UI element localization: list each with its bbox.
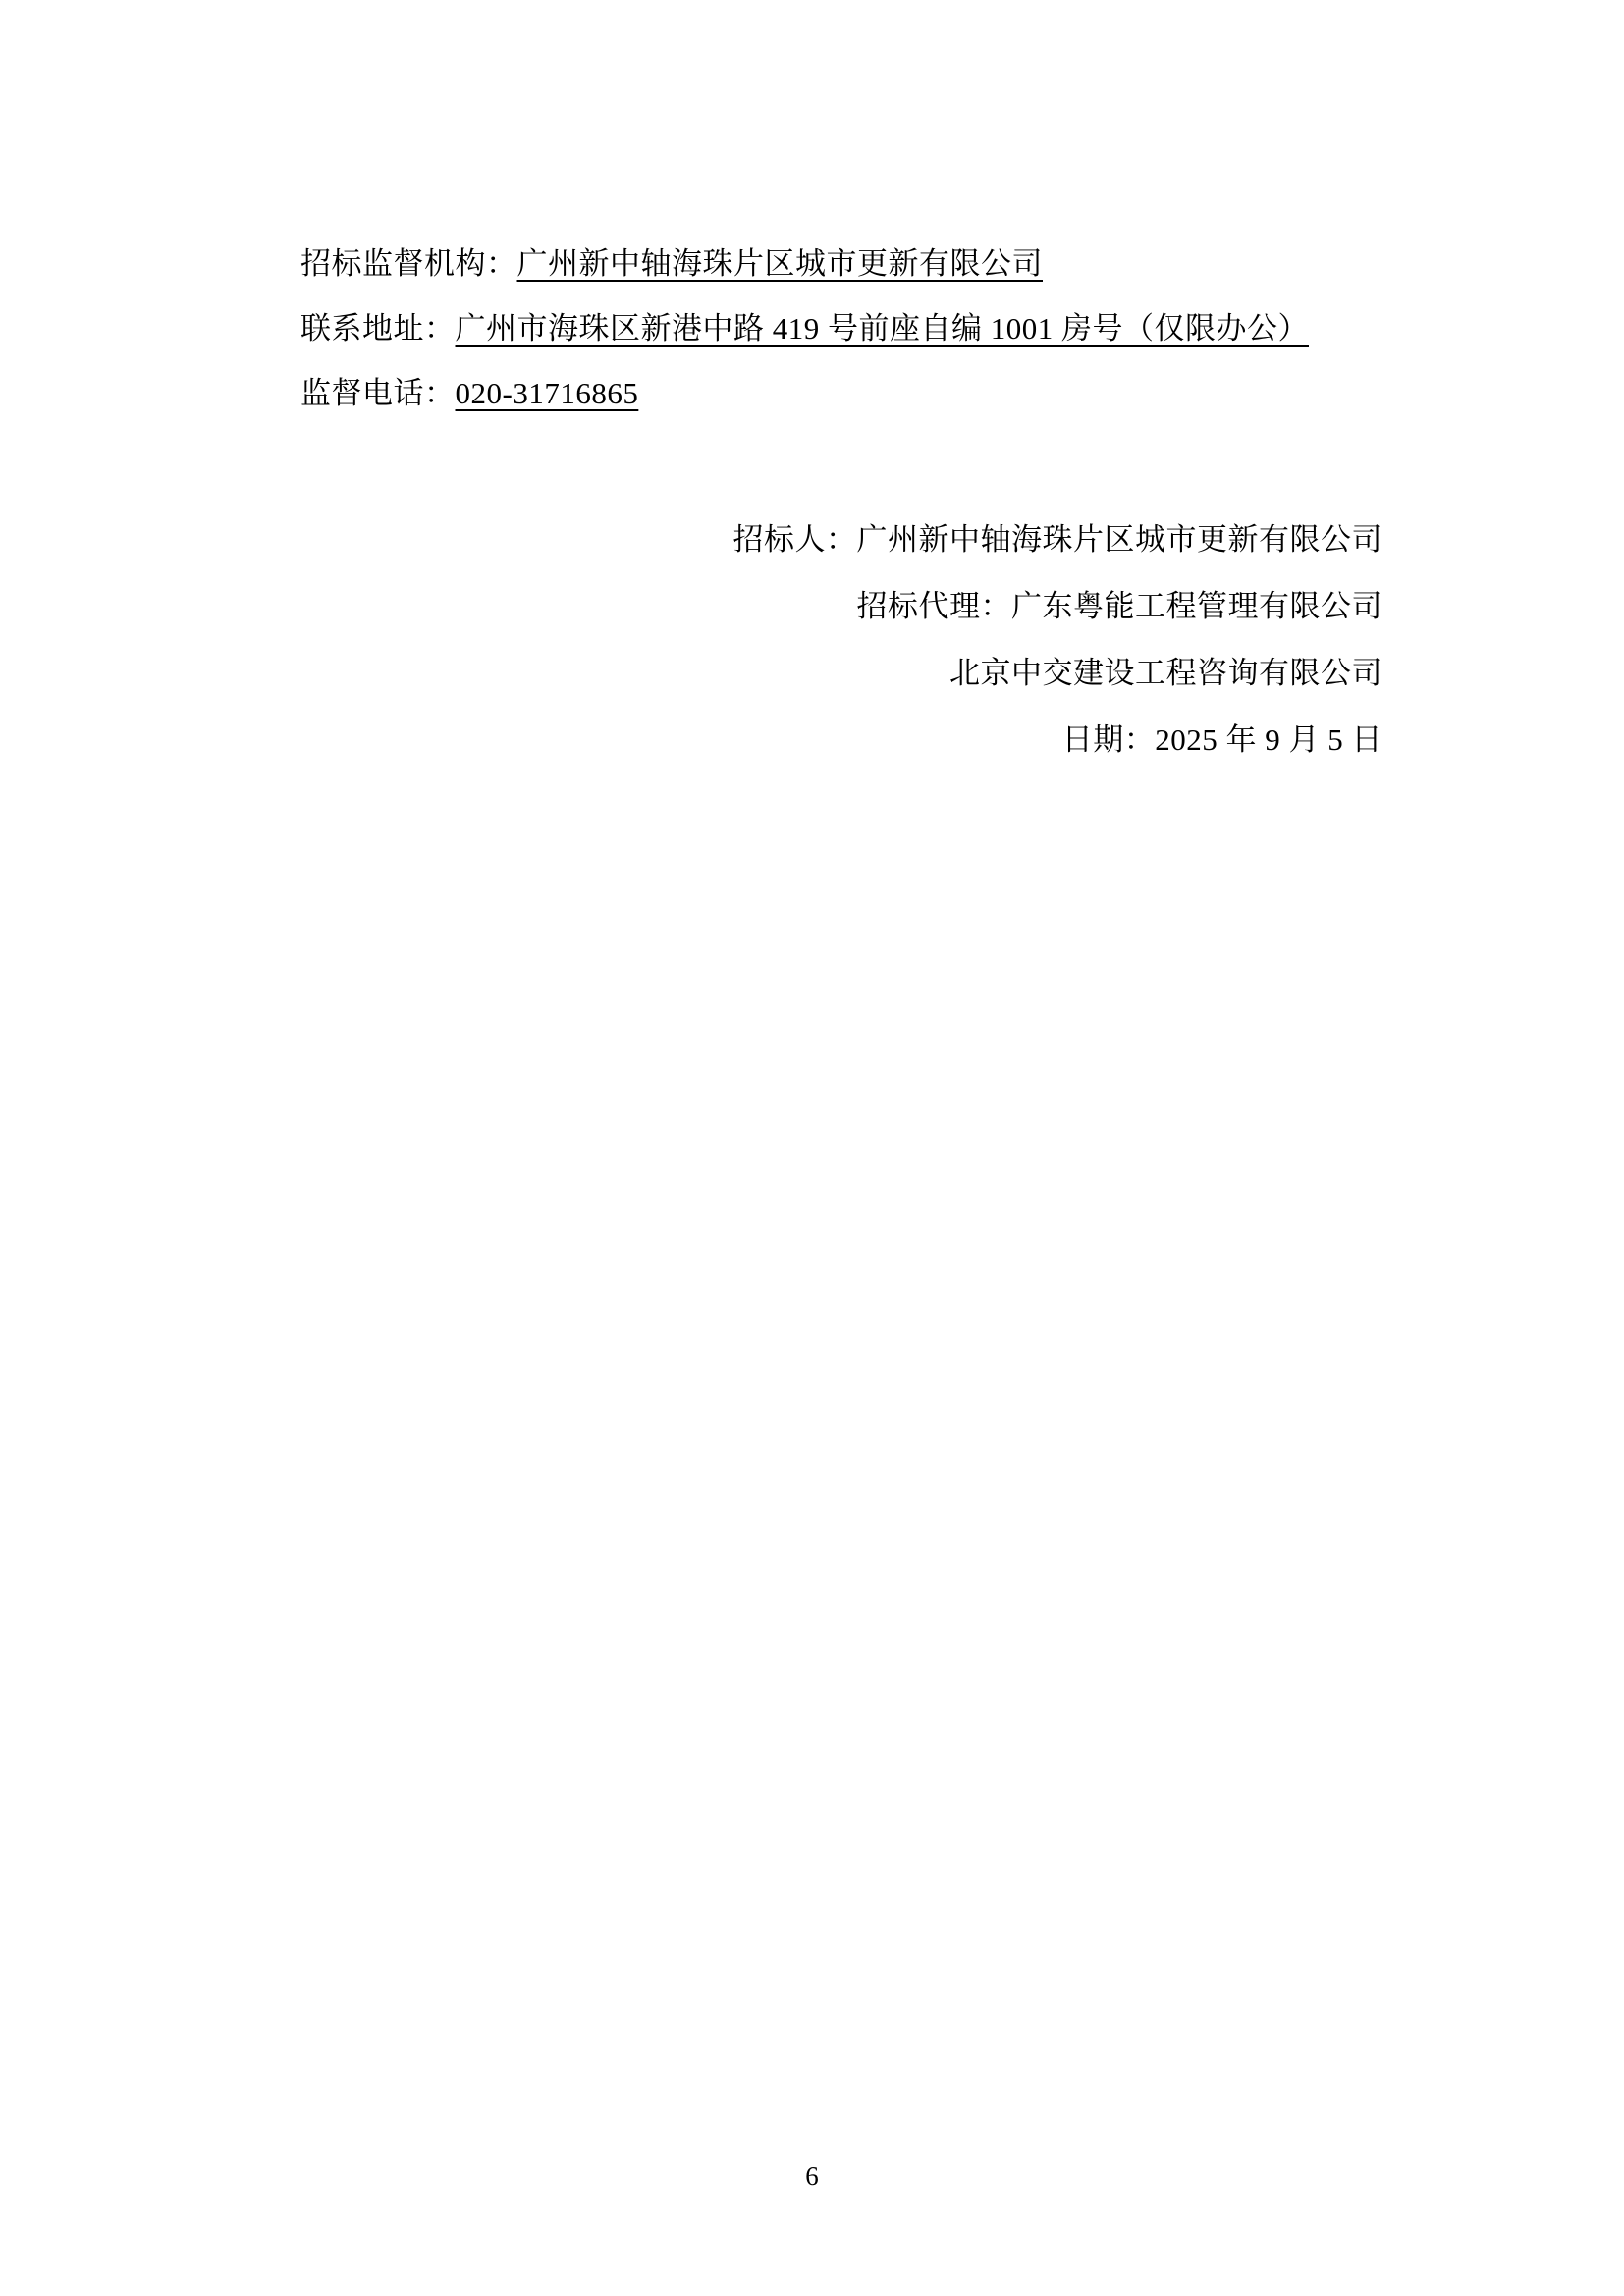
supervision-phone-value: 020-31716865 xyxy=(455,376,639,410)
agent-value: 广东粤能工程管理有限公司 xyxy=(1011,589,1382,623)
agent-label: 招标代理： xyxy=(856,589,1011,623)
block-spacer xyxy=(300,426,1390,507)
supervision-agency-label: 招标监督机构： xyxy=(300,246,517,281)
document-body xyxy=(300,232,1390,774)
page-number: 6 xyxy=(805,2162,819,2191)
supervision-phone-line xyxy=(300,361,1390,426)
supervision-agency-line xyxy=(300,232,1390,296)
supervision-agency-value: 广州新中轴海珠片区城市更新有限公司 xyxy=(516,246,1043,281)
signature-block xyxy=(300,507,1390,774)
date-label: 日期： xyxy=(1061,722,1156,757)
supervision-address-label: 联系地址： xyxy=(300,311,456,346)
agent-line xyxy=(300,573,1382,640)
agent-value-2: 北京中交建设工程咨询有限公司 xyxy=(949,656,1382,690)
tenderee-line xyxy=(300,507,1382,573)
supervision-address-value: 广州市海珠区新港中路 419 号前座自编 1001 房号（仅限办公） xyxy=(455,311,1309,346)
date-line xyxy=(300,707,1382,774)
agent-line-2 xyxy=(300,640,1382,707)
tenderee-label: 招标人： xyxy=(732,522,857,557)
date-value: 2025 年 9 月 5 日 xyxy=(1155,722,1382,757)
supervision-block xyxy=(300,232,1390,426)
supervision-address-line xyxy=(300,296,1390,361)
supervision-phone-label: 监督电话： xyxy=(300,376,456,410)
tenderee-value: 广州新中轴海珠片区城市更新有限公司 xyxy=(856,522,1382,557)
